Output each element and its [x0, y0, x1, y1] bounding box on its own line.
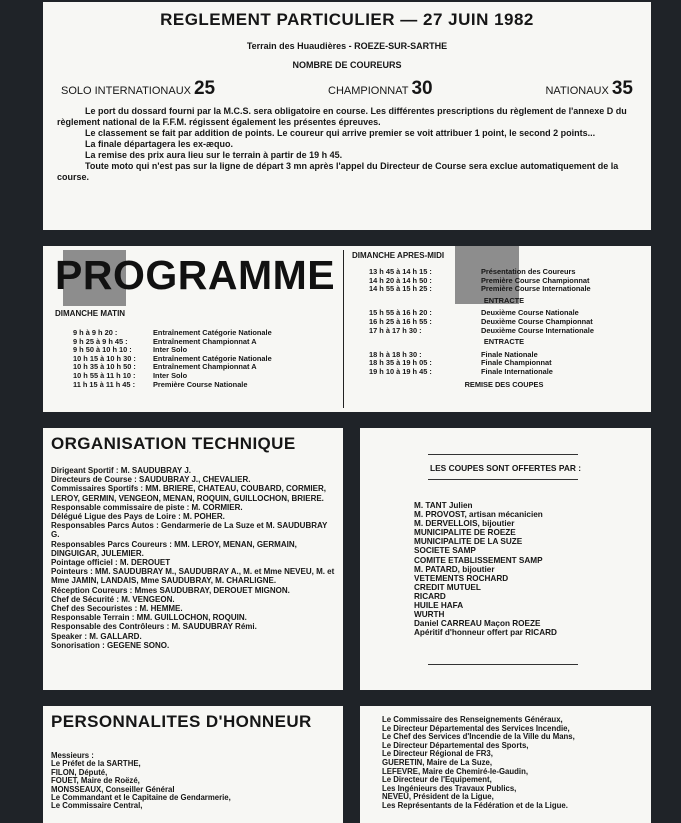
schedule-time: 18 h à 18 h 30 : [369, 349, 422, 359]
personnalites-continued-panel [360, 706, 651, 823]
organisation-item: Pointeurs : MM. SAUDUBRAY M., SAUDUBRAY A., M. et Mme NEVEU, M. et Mme JAMIN, LANDAIS, Mme SAUDUBRAY, M. CHARLIGNE. [51, 567, 335, 586]
reglement-title: REGLEMENT PARTICULIER — 27 JUIN 1982 [160, 10, 534, 29]
organisation-item: Délégué Ligue des Pays de Loire : M. POHER. [51, 512, 225, 522]
reglement-paragraph: La remise des prix aura lieu sur le terrain à partir de 19 h 45. [85, 150, 343, 160]
schedule-time: 15 h 55 à 16 h 20 : [369, 308, 432, 318]
schedule-time: 16 h 25 à 16 h 55 : [369, 316, 432, 326]
schedule-time: 14 h 20 à 14 h 50 : [369, 275, 432, 285]
programme-divider [343, 250, 344, 408]
schedule-time: 17 h à 17 h 30 : [369, 325, 422, 335]
coupes-list [414, 501, 557, 637]
organisation-item: Commissaires Sportifs : MM. BRIERE, CHATEAU, COUBARD, CORMIER, LEROY, GERMIN, VENGEON, MENAN, ROQUIN, GUILLOCHON, BRIERE. [51, 484, 326, 503]
schedule-event: Première Course Internationale [481, 284, 591, 294]
schedule-time: 10 h 55 à 11 h 10 : [73, 370, 136, 380]
reglement-paragraph: Toute moto qui n'est pas sur la ligne de départ 3 mn après l'appel du Directeur de Course sera exclue automatiquement de la course. [57, 161, 619, 182]
schedule-row [369, 368, 639, 377]
divider-line [428, 664, 578, 665]
schedule-time: 18 h 35 à 19 h 05 : [369, 358, 432, 368]
schedule-event: Entraînement Catégorie Nationale [153, 353, 272, 363]
schedule-time: 10 h 35 à 10 h 50 : [73, 362, 136, 372]
schedule-event: Finale Nationale [481, 349, 538, 359]
sponsor-item: M. TANT Julien [414, 501, 473, 510]
schedule-event: Inter Solo [153, 370, 188, 380]
personnalite-item: Le Chef des Services d'Incendie de la Ville du Mans, [382, 732, 575, 742]
morning-schedule [73, 329, 272, 389]
schedule-event: Finale Championnat [481, 358, 552, 368]
afternoon-heading: DIMANCHE APRES-MIDI [352, 251, 445, 260]
personnalite-item: GUERETIN, Maire de La Suze, [382, 757, 493, 767]
personnalite-item: Le Directeur Départemental des Services Incendie, [382, 723, 570, 733]
personnalite-item: NEVEU, Président de la Ligue, [382, 792, 494, 802]
afternoon-schedule [369, 268, 639, 393]
organisation-item: Chef des Secouristes : M. HEMME. [51, 604, 183, 614]
schedule-time: 11 h 15 à 11 h 45 : [73, 379, 136, 389]
personnalites-right-list [382, 716, 651, 811]
organisation-list [51, 466, 335, 650]
personnalite-item: Le Commissaire des Renseignements Généraux, [382, 715, 563, 724]
sponsor-item: M. DERVELLOIS, bijoutier [414, 519, 515, 529]
schedule-event: Première Course Championnat [481, 275, 590, 285]
reglement-panel [43, 2, 651, 230]
sponsor-item: COMITE ETABLISSEMENT SAMP [414, 555, 543, 565]
schedule-time: 9 h à 9 h 20 : [73, 328, 118, 337]
sponsor-item: HUILE HAFA [414, 601, 464, 611]
programme-panel [43, 246, 651, 412]
schedule-event: Présentation des Coureurs [481, 267, 576, 276]
runner-count-heading: NOMBRE DE COUREURS [292, 60, 402, 70]
sponsor-item: Apéritif d'honneur offert par RICARD [414, 628, 557, 638]
sponsor-item: RICARD [414, 591, 446, 601]
sponsor-item: VETEMENTS ROCHARD [414, 573, 509, 583]
schedule-event: Entraînement Championnat A [153, 362, 257, 372]
coupes-panel [360, 428, 651, 690]
divider-line [428, 479, 578, 480]
schedule-time: 9 h 50 à 10 h 10 : [73, 345, 132, 355]
sponsor-item: MUNICIPALITE DE LA SUZE [414, 537, 523, 547]
count-nationaux: NATIONAUX 35 [545, 78, 633, 99]
count-solo: SOLO INTERNATIONAUX 25 [61, 78, 216, 99]
personnalite-item: Le Commandant et le Capitaine de Gendarmerie, [51, 793, 231, 803]
entracte-label: ENTRACTE [483, 337, 525, 347]
schedule-event: Deuxième Course Internationale [481, 325, 594, 335]
personnalite-item: MONSSEAUX, Conseiller Général [51, 784, 175, 794]
reglement-paragraph: La finale départagera les ex-æquo. [85, 139, 234, 149]
sponsor-item: M. PROVOST, artisan mécanicien [414, 510, 543, 520]
personnalite-item: Le Directeur Régional de FR3, [382, 749, 493, 759]
personnalite-item: FOUET, Maire de Roëzé, [51, 776, 140, 786]
personnalite-item: Le Commissaire Central, [51, 801, 143, 811]
organisation-title: ORGANISATION TECHNIQUE [51, 434, 296, 453]
organisation-item: Speaker : M. GALLARD. [51, 631, 142, 641]
schedule-time: 10 h 15 à 10 h 30 : [73, 353, 136, 363]
reglement-paragraph: Le classement se fait par addition de points. Le coureur qui arrive premier se voit attribuer 1 point, le second 2 points... [85, 128, 596, 138]
organisation-item: Sonorisation : GEGENE SONO. [51, 640, 170, 650]
personnalite-item: Messieurs : [51, 751, 94, 760]
schedule-event: Deuxième Course Nationale [481, 308, 579, 318]
sponsor-item: WURTH [414, 610, 445, 620]
personnalite-item: Les Ingénieurs des Travaux Publics, [382, 783, 517, 793]
schedule-row [73, 381, 272, 390]
organisation-item: Directeurs de Course : SAUDUBRAY J., CHEVALIER. [51, 475, 251, 485]
schedule-event: Deuxième Course Championnat [481, 316, 593, 326]
organisation-item: Responsable des Contrôleurs : M. SAUDUBRAY Rémi. [51, 622, 257, 632]
coupes-heading: LES COUPES SONT OFFERTES PAR : [429, 463, 582, 473]
sponsor-item: MUNICIPALITE DE ROEZE [414, 528, 516, 538]
schedule-time: 19 h 10 à 19 h 45 : [369, 366, 432, 376]
divider-line [428, 454, 578, 455]
schedule-event: Entraînement Championnat A [153, 336, 257, 346]
schedule-time: 9 h 25 à 9 h 45 : [73, 336, 128, 346]
personnalites-panel [43, 706, 343, 823]
personnalite-item: LEFEVRE, Maire de Chemiré-le-Gaudin, [382, 766, 529, 776]
sponsor-item: CREDIT MUTUEL [414, 582, 481, 592]
organisation-item: Responsables Parcs Autos : Gendarmerie de La Suze et M. SAUDUBRAY G. [51, 521, 328, 540]
schedule-event: Inter Solo [153, 345, 188, 355]
remise-des-coupes: REMISE DES COUPES [464, 379, 544, 389]
schedule-event: Première Course Nationale [153, 379, 248, 389]
organisation-panel [43, 428, 343, 690]
organisation-item: Dirigeant Sportif : M. SAUDUBRAY J. [51, 466, 192, 475]
personnalite-item: Les Représentants de la Fédération et de la Ligue. [382, 800, 568, 810]
programme-title: PROGRAMME [55, 252, 336, 298]
organisation-item: Responsables Parcs Coureurs : MM. LEROY, MENAN, GERMAIN, DINGUIGAR, JULEMIER. [51, 539, 297, 558]
morning-heading: DIMANCHE MATIN [55, 309, 126, 318]
personnalite-item: Le Préfet de la SARTHE, [51, 759, 141, 769]
runner-counts [61, 78, 633, 100]
personnalites-left-list [51, 752, 335, 811]
personnalite-item: Le Directeur Départemental des Sports, [382, 740, 529, 750]
schedule-event: Entraînement Catégorie Nationale [153, 328, 272, 337]
schedule-row [369, 327, 639, 336]
reglement-paragraph: Le port du dossard fourni par la M.C.S. sera obligatoire en course. Les différentes prescriptions du règlement de l'annexe D du règlement national de la F.F.M. régissent également les présentes épreuves. [57, 106, 627, 127]
reglement-body [57, 106, 637, 183]
schedule-event: Finale Internationale [481, 366, 553, 376]
organisation-item: Chef de Sécurité : M. VENGEON. [51, 594, 175, 604]
personnalites-title: PERSONNALITES D'HONNEUR [51, 712, 312, 731]
entracte-label: ENTRACTE [483, 295, 525, 305]
sponsor-item: M. PATARD, bijoutier [414, 564, 495, 574]
schedule-row [369, 285, 639, 294]
organisation-item: Responsable commissaire de piste : M. CORMIER. [51, 502, 243, 512]
sponsor-item: Daniel CARREAU Maçon ROEZE [414, 619, 541, 629]
organisation-item: Responsable Terrain : MM. GUILLOCHON, ROQUIN. [51, 613, 247, 623]
personnalite-item: Le Directeur de l'Equipement, [382, 775, 492, 785]
count-championnat: CHAMPIONNAT 30 [328, 78, 433, 99]
schedule-time: 14 h 55 à 15 h 25 : [369, 284, 432, 294]
sponsor-item: SOCIETE SAMP [414, 546, 476, 556]
personnalite-item: FILON, Député, [51, 767, 108, 777]
schedule-time: 13 h 45 à 14 h 15 : [369, 267, 432, 276]
organisation-item: Pointage officiel : M. DEROUET [51, 558, 171, 568]
reglement-venue: Terrain des Huaudières - ROEZE-SUR-SARTHE [246, 41, 448, 51]
organisation-item: Réception Coureurs : Mmes SAUDUBRAY, DEROUET MIGNON. [51, 585, 290, 595]
